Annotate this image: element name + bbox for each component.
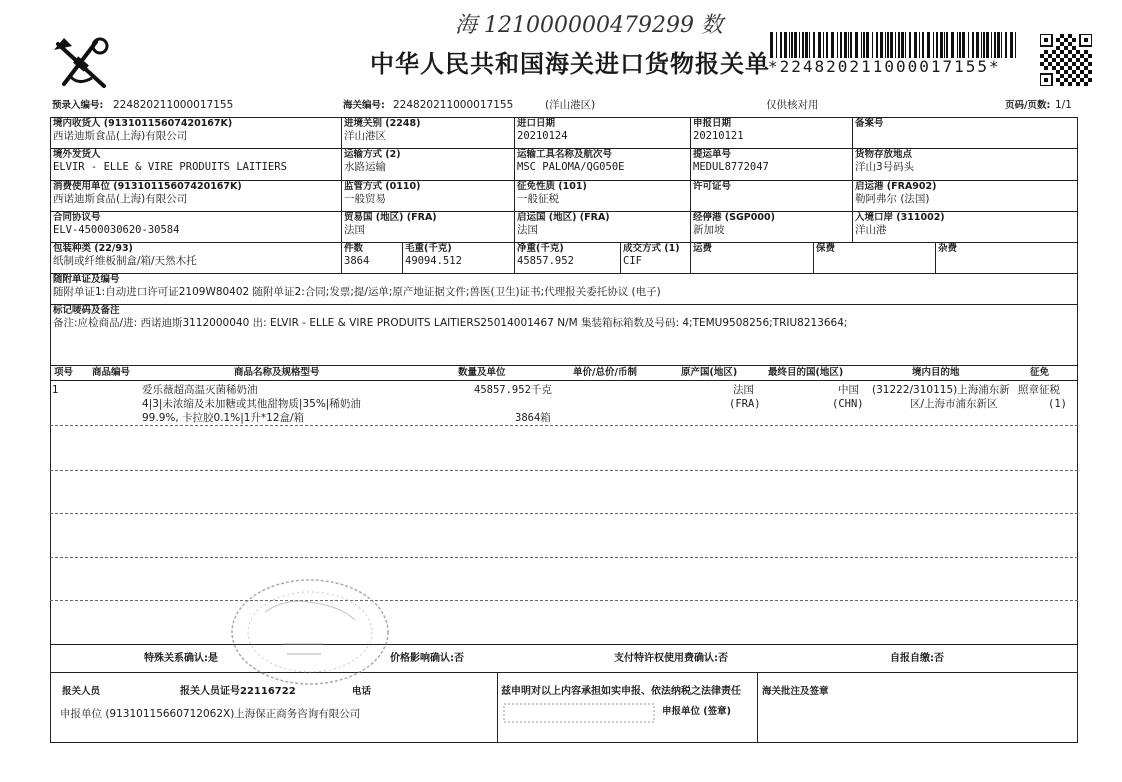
col-qty-unit: 数量及单位 — [458, 367, 506, 378]
marks-label: 标记唛码及备注 — [53, 305, 120, 316]
reference-only: 仅供核对用 — [766, 99, 819, 111]
departure-port-label: 启运港 (FRA902) — [855, 181, 937, 192]
transport-mode-label: 运输方式 (2) — [344, 149, 401, 160]
declarant-label: 报关人员 — [62, 686, 101, 697]
consumer-value: 西诺迪斯食品(上海)有限公司 — [53, 193, 188, 205]
departure-port-value: 勒阿弗尔 (法国) — [855, 193, 930, 205]
insurance-label: 保费 — [816, 243, 836, 254]
port-name: (洋山港区) — [545, 99, 596, 111]
pre-entry-number: 224820211000017155 — [113, 99, 234, 111]
goods-dest-name: 中国 — [838, 384, 859, 396]
page-label: 页码/页数: — [1005, 100, 1051, 111]
seal-rectangle-icon — [500, 700, 660, 726]
customs-approval-label: 海关批注及签章 — [762, 686, 829, 697]
package-type-label: 包装种类 (22/93) — [53, 243, 133, 254]
royalty-confirm: 支付特许权使用费确认:否 — [614, 653, 728, 664]
import-date-label: 进口日期 — [517, 118, 556, 129]
consignee-value: 西诺迪斯食品(上海)有限公司 — [53, 130, 188, 142]
barcode-icon — [770, 32, 1020, 58]
storage-value: 洋山3号码头 — [855, 161, 915, 173]
goods-origin-code: (FRA) — [729, 398, 761, 410]
page-value: 1/1 — [1055, 99, 1072, 111]
goods-domestic-line2: 区/上海市浦东新区 — [910, 398, 998, 410]
customs-no-label: 海关编号: — [343, 100, 385, 111]
page-title: 中华人民共和国海关进口货物报关单 — [370, 50, 770, 78]
legal-statement: 兹申明对以上内容承担如实申报、依法纳税之法律责任 — [501, 686, 741, 697]
contract-value: ELV-4500030620-30584 — [53, 224, 180, 236]
goods-name-line3: 99.9%, 卡拉胶0.1%|1升*12盒/箱 — [142, 412, 305, 424]
col-price: 单价/总价/币制 — [573, 367, 637, 378]
barcode-text: *224820211000017155* — [768, 57, 1001, 76]
storage-label: 货物存放地点 — [855, 149, 913, 160]
vessel-value: MSC PALOMA/QG050E — [517, 161, 625, 173]
handwritten-note: 海 121000000479299 数 — [455, 13, 723, 38]
goods-origin-name: 法国 — [733, 384, 754, 396]
gross-weight-value: 49094.512 — [405, 255, 462, 267]
transit-port-label: 经停港 (SGP000) — [693, 212, 775, 223]
unit-seal-label: 申报单位 (签章) — [662, 706, 731, 717]
goods-dest-code: (CHN) — [832, 398, 864, 410]
goods-levy-line1: 照章征税 — [1018, 384, 1060, 396]
col-levy: 征免 — [1030, 367, 1050, 378]
customs-number: 224820211000017155 — [393, 99, 514, 111]
origin-country-label: 启运国 (地区) (FRA) — [517, 212, 610, 223]
trade-country-label: 贸易国 (地区) (FRA) — [344, 212, 437, 223]
bill-no-label: 提运单号 — [693, 149, 732, 160]
levy-nature-value: 一般征税 — [517, 193, 559, 205]
entry-port-label: 入境口岸 (311002) — [855, 212, 945, 223]
entry-port-value: 洋山港 — [855, 224, 887, 236]
license-label: 许可证号 — [693, 181, 732, 192]
entry-customs-value: 洋山港区 — [344, 130, 386, 142]
col-item-no: 项号 — [54, 367, 74, 378]
shipper-value: ELVIR - ELLE & VIRE PRODUITS LAITIERS — [53, 161, 287, 173]
special-relation: 特殊关系确认:是 — [144, 653, 218, 664]
goods-name-line2: 4|3|未浓缩及未加糖或其他甜物质|35%|稀奶油 — [142, 398, 361, 410]
marks-value: 备注:应检商品/进: 西诺迪斯3112000040 出: ELVIR - ELLE & VIRE PRODUITS LAITIERS25014001467 N/M 集装箱标箱数及号码: 4;TEMU9508256;TRIU8213664; — [53, 317, 848, 329]
docs-value: 随附单证1:自动进口许可证2109W80402 随附单证2:合同;发票;提/运单;原产地证据文件;兽医(卫生)证书;代理报关委托协议 (电子) — [53, 286, 661, 298]
company-seal-icon — [225, 572, 395, 692]
col-domestic-dest: 境内目的地 — [912, 367, 960, 378]
pieces-label: 件数 — [344, 243, 364, 254]
price-effect: 价格影响确认:否 — [390, 653, 464, 664]
net-weight-value: 45857.952 — [517, 255, 574, 267]
goods-domestic-line1: (31222/310115)上海浦东新 — [872, 384, 1010, 396]
goods-name-line1: 爱乐薇超高温灭菌稀奶油 — [142, 384, 258, 396]
trade-terms-value: CIF — [623, 255, 642, 267]
gross-weight-label: 毛重(千克) — [405, 243, 452, 254]
entry-customs-label: 进境关别 (2248) — [344, 118, 421, 129]
consignee-label: 境内收货人 (91310115607420167K) — [53, 118, 233, 129]
customs-emblem-icon — [50, 36, 112, 92]
transport-mode-value: 水路运输 — [344, 161, 386, 173]
declarant-cert: 报关人员证号22116722 — [180, 686, 296, 697]
trade-terms-label: 成交方式 (1) — [623, 243, 680, 254]
col-final-dest: 最终目的国(地区) — [768, 367, 844, 378]
declare-date-label: 申报日期 — [693, 118, 732, 129]
pieces-value: 3864 — [344, 255, 370, 267]
supervision-label: 监管方式 (0110) — [344, 181, 421, 192]
levy-nature-label: 征免性质 (101) — [517, 181, 587, 192]
package-type-value: 纸制或纤维板制盒/箱/天然木托 — [53, 255, 197, 267]
qr-code-icon — [1040, 34, 1092, 86]
freight-label: 运费 — [693, 243, 713, 254]
consumer-label: 消费使用单位 (91310115607420167K) — [53, 181, 242, 192]
contract-label: 合同协议号 — [53, 212, 101, 223]
goods-qty-2: 3864箱 — [515, 412, 551, 424]
phone-label: 电话 — [352, 686, 372, 697]
goods-qty-1: 45857.952千克 — [474, 384, 552, 396]
self-pay: 自报自缴:否 — [890, 653, 944, 664]
docs-label: 随附单证及编号 — [53, 274, 120, 285]
col-hs-code: 商品编号 — [92, 367, 131, 378]
bill-no-value: MEDUL8772047 — [693, 161, 769, 173]
goods-item-no: 1 — [52, 384, 59, 396]
vessel-label: 运输工具名称及航次号 — [517, 149, 613, 160]
goods-levy-line2: (1) — [1048, 398, 1067, 410]
supervision-value: 一般贸易 — [344, 193, 386, 205]
col-origin: 原产国(地区) — [681, 367, 738, 378]
record-no-label: 备案号 — [855, 118, 884, 129]
pre-entry-label: 预录入编号: — [52, 100, 104, 111]
col-name-spec: 商品名称及规格型号 — [234, 367, 320, 378]
origin-country-value: 法国 — [517, 224, 538, 236]
declare-unit: 申报单位 (91310115660712062X)上海保正商务咨询有限公司 — [60, 708, 361, 720]
net-weight-label: 净重(千克) — [517, 243, 564, 254]
misc-fee-label: 杂费 — [938, 243, 958, 254]
declare-date-value: 20210121 — [693, 130, 744, 142]
shipper-label: 境外发货人 — [53, 149, 101, 160]
import-date-value: 20210124 — [517, 130, 568, 142]
transit-port-value: 新加坡 — [693, 224, 725, 236]
trade-country-value: 法国 — [344, 224, 365, 236]
